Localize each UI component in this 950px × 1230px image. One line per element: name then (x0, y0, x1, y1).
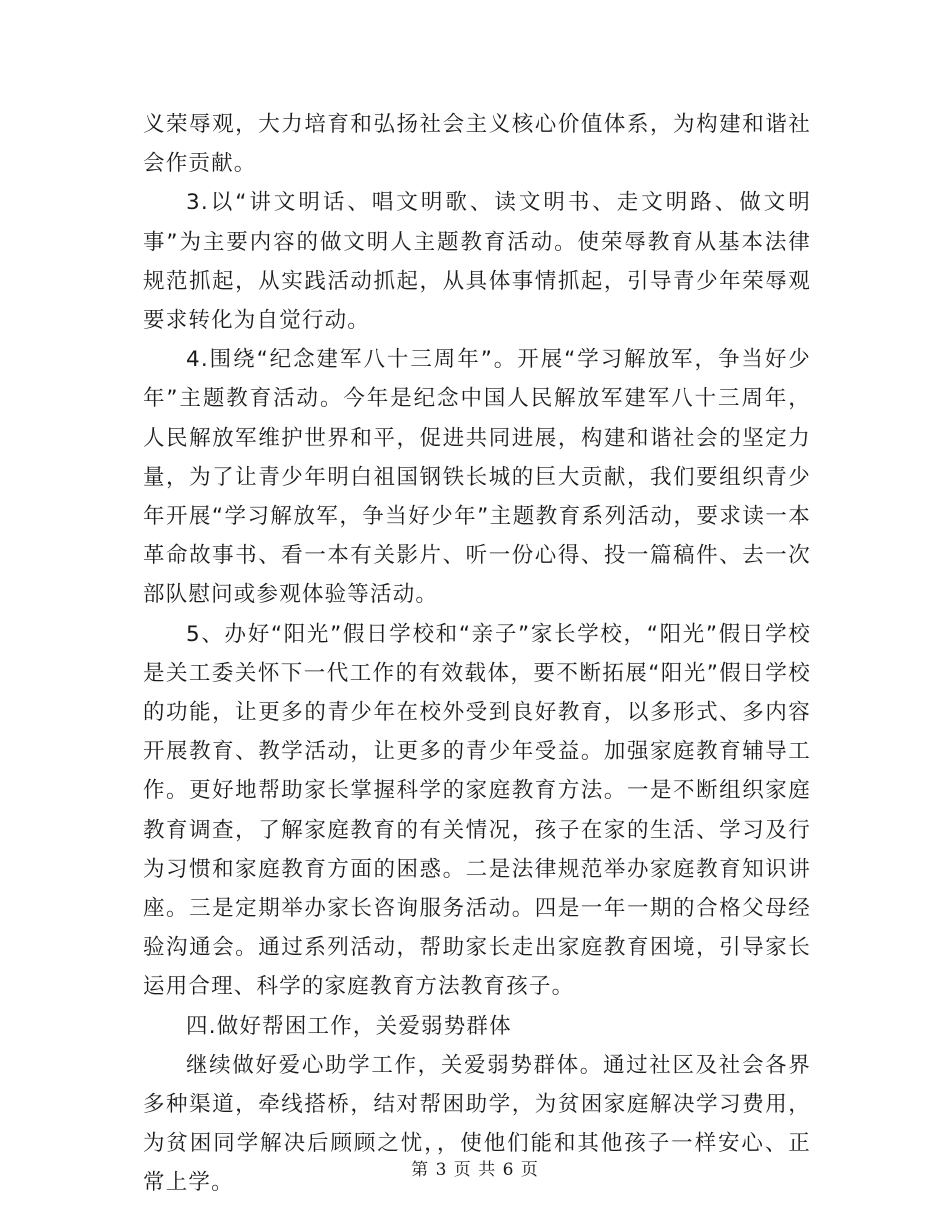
paragraph-section-4-body: 继续做好爱心助学工作，关爱弱势群体。通过社区及社会各界多种渠道，牵线搭桥，结对帮困助学，为贫困家庭解决学习费用，为贫困同学解决后顾顾之忧，，使他们能和其他孩子一样安心、正常上学。 (143, 1052, 811, 1196)
paragraph-item-3: 3.以“讲文明话、唱文明歌、读文明书、走文明路、做文明事”为主要内容的做文明人主题教育活动。使荣辱教育从基本法律规范抓起，从实践活动抓起，从具体事情抓起，引导青少年荣辱观要求转化为自觉行动。 (143, 190, 811, 334)
section-heading-4: 四.做好帮困工作，关爱弱势群体 (186, 1013, 512, 1039)
paragraph-continued: 义荣辱观，大力培育和弘扬社会主义核心价值体系，为构建和谐社会作贡献。 (143, 112, 811, 177)
paragraph-item-5: 5、办好“阳光”假日学校和“亲子”家长学校，“阳光”假日学校是关工委关怀下一代工作的有效载体，要不断拓展“阳光”假日学校的功能，让更多的青少年在校外受到良好教育，以多形式、多内容开展教育、教学活动，让更多的青少年受益。加强家庭教育辅导工作。更好地帮助家长掌握科学的家庭教育方法。一是不断组织家庭教育调查，了解家庭教育的有关情况，孩子在家的生活、学习及行为习惯和家庭教育方面的困惑。二是法律规范举办家庭教育知识讲座。三是定期举办家长咨询服务活动。四是一年一期的合格父母经验沟通会。通过系列活动，帮助家长走出家庭教育困境，引导家长运用合理、科学的家庭教育方法教育孩子。 (143, 621, 811, 1000)
page-footer (0, 1155, 950, 1180)
document-body (143, 105, 811, 1203)
paragraph-item-4: 4.围绕“纪念建军八十三周年”。开展“学习解放军，争当好少年”主题教育活动。今年是纪念中国人民解放军建军八十三周年，人民解放军维护世界和平，促进共同进展，构建和谐社会的坚定力量，为了让青少年明白祖国钢铁长城的巨大贡献，我们要组织青少年开展“学习解放军，争当好少年”主题教育系列活动，要求读一本革命故事书、看一本有关影片、听一份心得、投一篇稿件、去一次部队慰问或参观体验等活动。 (143, 347, 811, 608)
page-number-label: 第 3 页 共 6 页 (411, 1160, 539, 1180)
